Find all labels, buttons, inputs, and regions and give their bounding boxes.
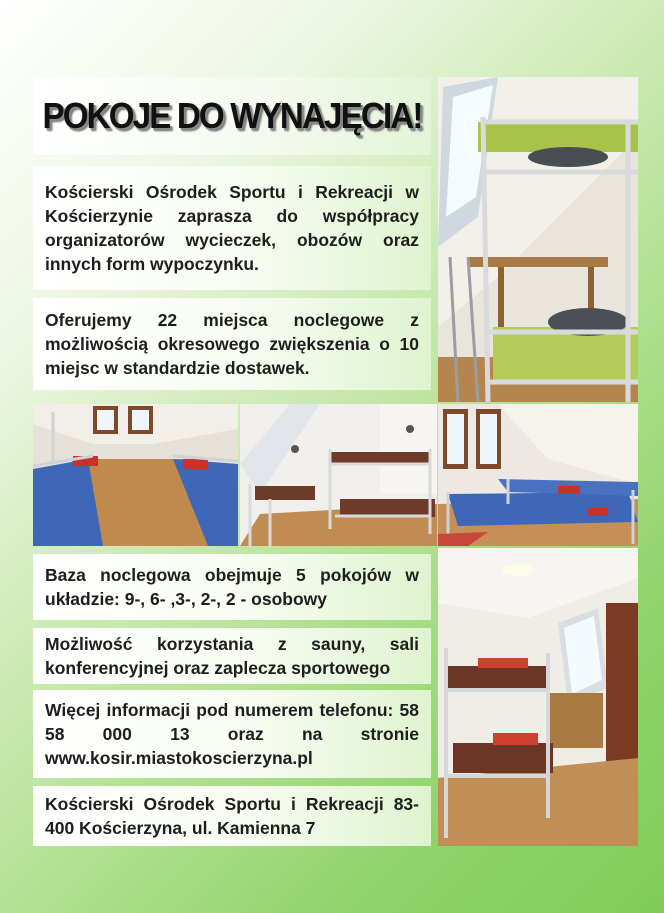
facilities-text: Możliwość korzystania z sauny, sali konferencyjnej oraz zaplecza sportowego [45, 634, 419, 678]
intro-text: Kościerski Ośrodek Sportu i Rekreacji w Kościerzynie zaprasza do współpracy organizatorów wycieczek, obozów oraz innych form wypoczynku. [45, 182, 419, 274]
photo-attic-blue-beds [438, 404, 638, 546]
offer-text: Oferujemy 22 miejsca noclegowe z możliwością okresowego zwiększenia o 10 miejsc w standardzie dostawek. [45, 310, 419, 378]
address-panel [33, 786, 431, 846]
contact-text: Więcej informacji pod numerem telefonu: 58 58 000 13 oraz na stronie www.kosir.miastokoscierzyna.pl [45, 700, 419, 768]
photo-blue-beds-room [33, 404, 238, 546]
photo-bunk-room-window [438, 548, 638, 846]
offer-panel [33, 298, 431, 390]
page-title: POKOJE DO WYNAJĘCIA! [42, 95, 422, 136]
address-text: Kościerski Ośrodek Sportu i Rekreacji 83-400 Kościerzyna, ul. Kamienna 7 [45, 794, 419, 838]
rooms-panel [33, 554, 431, 620]
facilities-panel [33, 628, 431, 684]
photo-brown-bunk-room [240, 404, 437, 546]
intro-panel [33, 166, 431, 290]
contact-panel [33, 690, 431, 778]
photo-bunk-room-attic [438, 77, 638, 402]
rooms-text: Baza noclegowa obejmuje 5 pokojów w układzie: 9-, 6- ,3-, 2-, 2 - osobowy [45, 565, 419, 609]
title-banner [33, 77, 431, 155]
